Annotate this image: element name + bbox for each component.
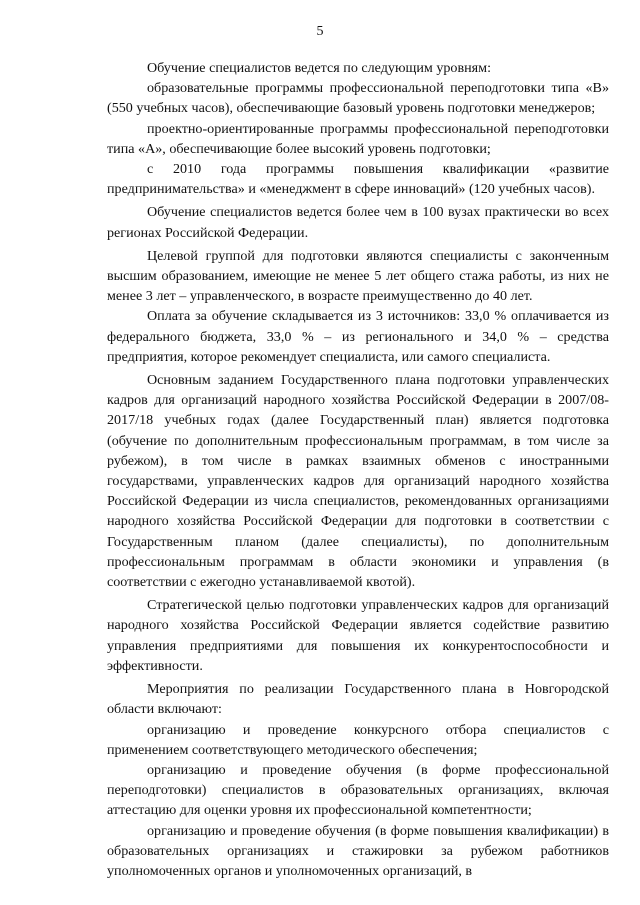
paragraph: организацию и проведение обучения (в форме повышения квалификации) в образовательных организациях и стажировки за рубежом работников уполномоченных органов и уполномоченных организаций, в: [107, 822, 609, 879]
paragraph: образовательные программы профессиональной переподготовки типа «В» (550 учебных часов), обеспечивающие базовый уровень подготовки менеджеров;: [107, 80, 609, 117]
paragraph: организацию и проведение конкурсного отбора специалистов с применением соответствующего методического обеспечения;: [107, 721, 609, 758]
paragraph: организацию и проведение обучения (в форме профессиональной переподготовки) специалистов в образовательных организациях, включая аттестацию для оценки уровня их профессиональной компетентности;: [107, 761, 609, 819]
paragraph: Целевой группой для подготовки являются специалисты с законченным высшим образованием, имеющие не менее 5 лет общего стажа работы, из них не менее 3 лет – управленческого, в возрасте преимущественно до 40 лет.: [107, 247, 609, 305]
paragraph: Оплата за обучение складывается из 3 источников: 33,0 % оплачивается из федерального бюджета, 33,0 % – из регионального и 34,0 % – средства предприятия, которое рекомендует специалиста, или самого специалиста.: [107, 308, 609, 365]
paragraph: Основным заданием Государственного плана подготовки управленческих кадров для организаций народного хозяйства Российской Федерации в 2007/08-2017/18 учебных годах (далее Государственный план) является подготовка (обучение по дополнительным профессиональным программам, в том числе за рубежом), в том числе в рамках взаимных обменов с иностранными государствами, управленческих кадров для организаций народного хозяйства Российской Федерации из числа специалистов, рекомендованных организациями народного хозяйства Российской Федерации для подготовки в соответствии с Государственным планом (далее специалисты), по дополнительным профессиональным программам в области экономики и управления (в соответствии с ежегодно устанавливаемой квотой).: [107, 372, 609, 591]
page-number: 5: [316, 24, 324, 39]
paragraph: Стратегической целью подготовки управленческих кадров для организаций народного хозяйства Российской Федерации является содействие развитию управления предприятиями для повышения их конкурентоспособности и эффективности.: [107, 597, 609, 674]
paragraph: проектно-ориентированные программы профессиональной переподготовки типа «А», обеспечивающие более высокий уровень подготовки;: [107, 120, 609, 157]
paragraph: Обучение специалистов ведется по следующим уровням:: [147, 60, 491, 76]
paragraph: Мероприятия по реализации Государственного плана в Новгородской области включают:: [107, 681, 609, 718]
document-body: [107, 58, 609, 881]
paragraph: Обучение специалистов ведется более чем в 100 вузах практически во всех регионах Российской Федерации.: [107, 204, 609, 241]
paragraph: с 2010 года программы повышения квалификации «развитие предпринимательства» и «менеджмент в сфере инноваций» (120 учебных часов).: [107, 161, 609, 198]
